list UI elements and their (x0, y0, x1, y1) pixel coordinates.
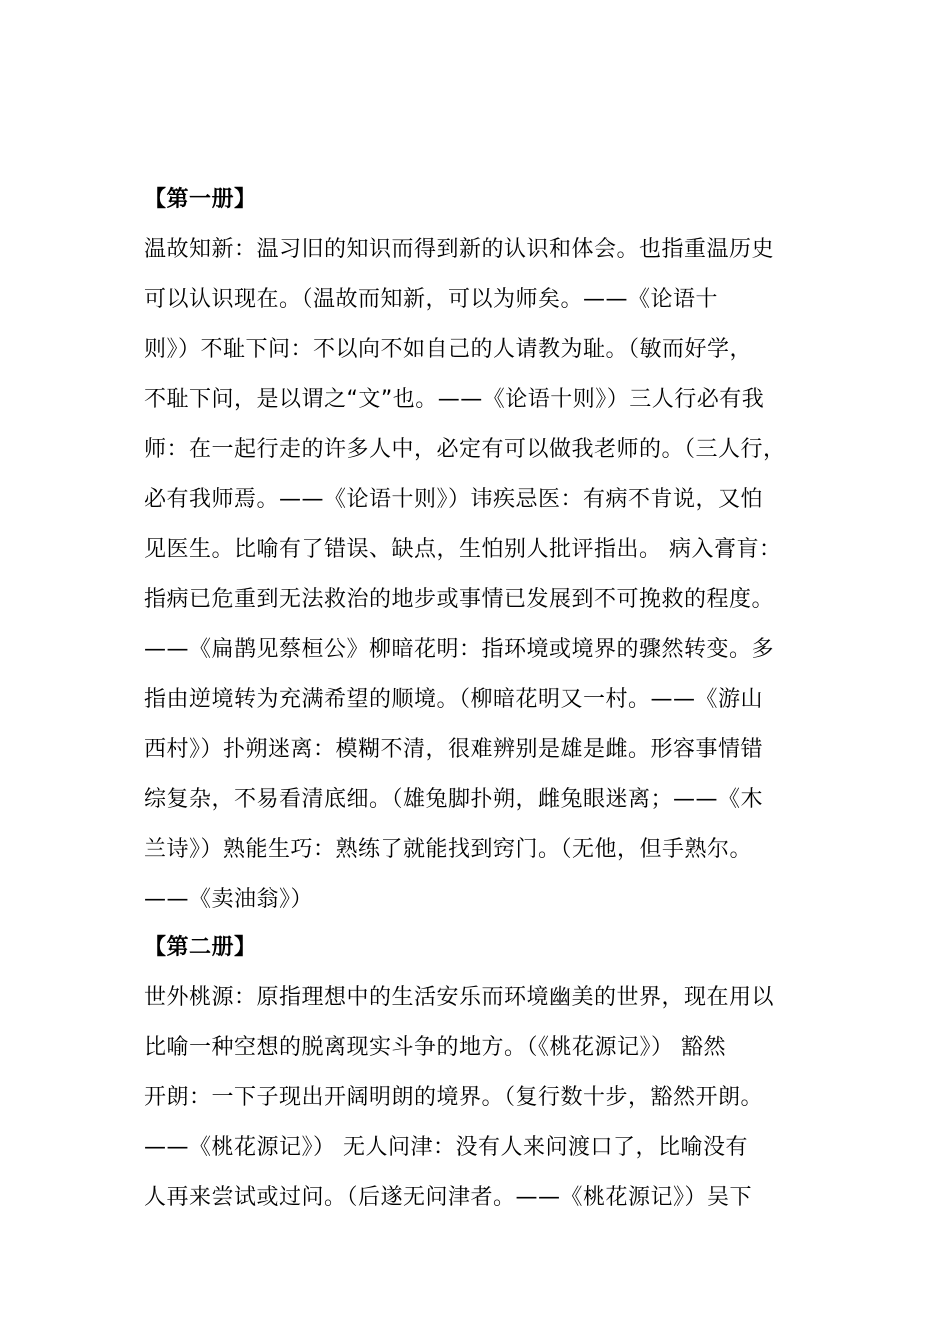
paragraph-line: 温故知新：温习旧的知识而得到新的认识和体会。也指重温历史 (144, 237, 775, 262)
paragraph-line: 不耻下问，是以谓之“文”也。——《论语十则》）三人行必有我 (144, 387, 765, 412)
section-heading-1: 【第一册】 (144, 187, 257, 212)
section-heading-2: 【第二册】 (144, 935, 257, 960)
paragraph-line: 西村》）扑朔迷离：模糊不清，很难辨别是雄是雌。形容事情错 (144, 737, 764, 762)
paragraph-line: 师：在一起行走的许多人中，必定有可以做我老师的。（三人行， (144, 437, 786, 462)
paragraph-line: 综复杂，不易看清底细。（雄兔脚扑朔，雌兔眼迷离；——《木 (144, 787, 764, 812)
paragraph-line: 世外桃源：原指理想中的生活安乐而环境幽美的世界，现在用以 (144, 985, 775, 1010)
paragraph-line: ——《桃花源记》） 无人问津：没有人来问渡口了，比喻没有 (144, 1135, 748, 1160)
paragraph-line: 指由逆境转为充满希望的顺境。（柳暗花明又一村。——《游山 (144, 687, 764, 712)
paragraph-line: 比喻一种空想的脱离现实斗争的地方。（《桃花源记》） 豁然 (144, 1035, 726, 1060)
paragraph-line: 则》）不耻下问：不以向不如自己的人请教为耻。（敏而好学， (144, 337, 753, 362)
paragraph-line: 开朗：一下子现出开阔明朗的境界。（复行数十步，豁然开朗。 (144, 1085, 764, 1110)
paragraph-line: 人再来尝试或过问。（后遂无问津者。——《桃花源记》）吴下 (144, 1185, 753, 1210)
paragraph-line: ——《卖油翁》） (144, 887, 314, 912)
paragraph-line: 可以认识现在。（温故而知新，可以为师矣。——《论语十 (144, 287, 719, 312)
paragraph-line: ——《扁鹊见蔡桓公》柳暗花明：指环境或境界的骤然转变。多 (144, 637, 775, 662)
paragraph-line: 指病已危重到无法救治的地步或事情已发展到不可挽救的程度。 (144, 587, 775, 612)
paragraph-line: 必有我师焉。——《论语十则》）讳疾忌医：有病不肯说，又怕 (144, 487, 764, 512)
paragraph-line: 见医生。比喻有了错误、缺点，生怕别人批评指出。 病入膏肓： (144, 537, 782, 562)
paragraph-line: 兰诗》）熟能生巧：熟练了就能找到窍门。（无他，但手熟尔。 (144, 837, 753, 862)
